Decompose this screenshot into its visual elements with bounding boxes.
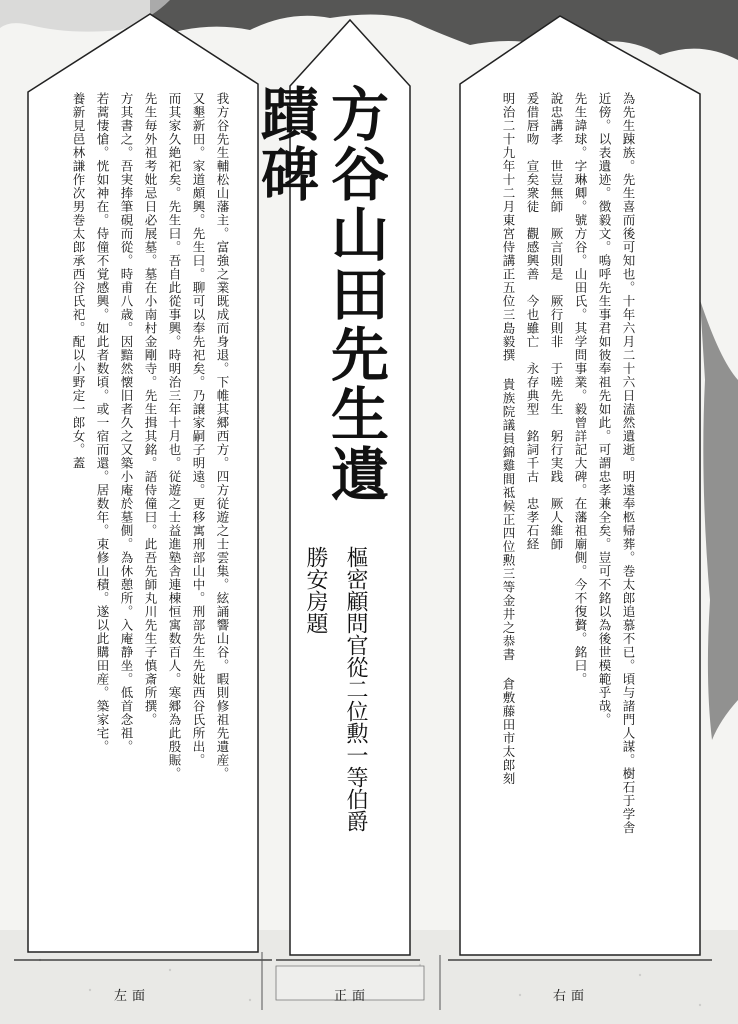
right-face-label: 右面 xyxy=(553,989,590,1004)
subtitle-author: 樞密顧問官從二位勲一等伯爵 xyxy=(343,546,368,832)
poem-phrase: 說忠講孝 xyxy=(549,92,564,146)
left-face-line: 先生毎外祖考妣忌日必展墓。墓在小南村金剛寺。先生揖其銘。語侍僮曰。此吾先師丸川先生子慎斎所撰。 xyxy=(143,92,158,727)
poem-phrase: 銘詞千古 xyxy=(525,429,540,484)
left-face-line: 我方谷先生輔松山藩主。富強之業既成而身退。下帷其郷西方。四方従遊之士雲集。絃誦響山谷。暇則修祖先遺産。 xyxy=(215,92,230,781)
poem-phrase: 永存典型 xyxy=(525,362,540,416)
poem-phrase: 觀感興善 xyxy=(525,227,540,281)
left-face-inscription xyxy=(71,92,231,922)
front-face-label: 正面 xyxy=(334,989,371,1004)
poem-column xyxy=(548,92,565,932)
left-face-line: 方其書之。吾実捧筆硯而從。時甫八歳。因黯然懐旧者久之又築小庵於墓側。為休憩所。入庵静坐。低首念祖。 xyxy=(119,92,134,754)
subtitle-name: 勝安房題 xyxy=(303,546,328,634)
poem-phrase: 爰借唇吻 xyxy=(525,92,540,146)
poem-phrase: 厥行則非 xyxy=(549,294,564,349)
left-face-label: 左面 xyxy=(114,989,151,1004)
poem-phrase: 世豈無師 xyxy=(549,159,564,214)
left-face-line: 若蒿悽愴。恍如神在。侍僮不覚感興。如此者数頃。或一宿而還。居数年。束修山積。遂以此購田産。築家宅。 xyxy=(95,92,110,754)
right-face-inscription xyxy=(499,92,637,932)
poem-phrase: 忠孝石経 xyxy=(525,497,540,551)
monument-subtitle xyxy=(303,546,375,926)
left-face-line: 養新見邑林謙作次男巻太郎承西谷氏祀。配以小野定一郎女。蓋 xyxy=(71,92,86,470)
poem-phrase: 宣矣衆徒 xyxy=(525,159,540,214)
left-face-line: 而其家久絶祀矣。先生曰。吾自此從事興。時明治三年十月也。従遊之士益進塾舎連棟恒寓数百人。寒郷為此殷賑。 xyxy=(167,92,182,781)
right-face-line: 為先生踈族。先生喜而後可知也。十年六月二十六日溘然遺逝。明遠奉柩帰葬。巻太郎追慕不已。頃与諸門人謀。樹石于学舎 xyxy=(621,92,636,835)
left-face-line: 又墾新田。家道頗興。先生曰。聊可以奉先祀矣。乃譲家嗣子明遠。更移寓刑部山中。刑部先生先妣西谷氏所出。 xyxy=(191,92,206,767)
monument-title: 方谷山田先生遺蹟碑 xyxy=(251,84,389,504)
poem-phrase: 厥言則是 xyxy=(549,227,564,281)
poem-phrase: 于嗟先生 xyxy=(549,362,564,416)
right-face-line: 先生諱球。字琳卿。號方谷。山田氏。其学問事業。毅曾詳記大碑。在藩祖廟側。今不復贅。銘曰。 xyxy=(573,92,588,686)
right-face-line: 近傍。以表遺迹。徴毅文。嗚呼先生事君如彼奉祖先如此。可謂忠孝兼全矣。豈可不銘以為後世模範乎哉。 xyxy=(597,92,612,727)
right-face-date-line: 明治二十九年十二月東宮侍講正五位三島毅撰 貴族院議員錦雞間祗候正四位勲三等金井之恭書 倉敷藤田市太郎刻 xyxy=(501,92,516,786)
poem-phrase: 躬行実践 xyxy=(549,429,564,484)
poem-column xyxy=(524,92,541,932)
poem-phrase: 今也雖亡 xyxy=(525,294,540,349)
poem-phrase: 厥人維師 xyxy=(549,497,564,551)
